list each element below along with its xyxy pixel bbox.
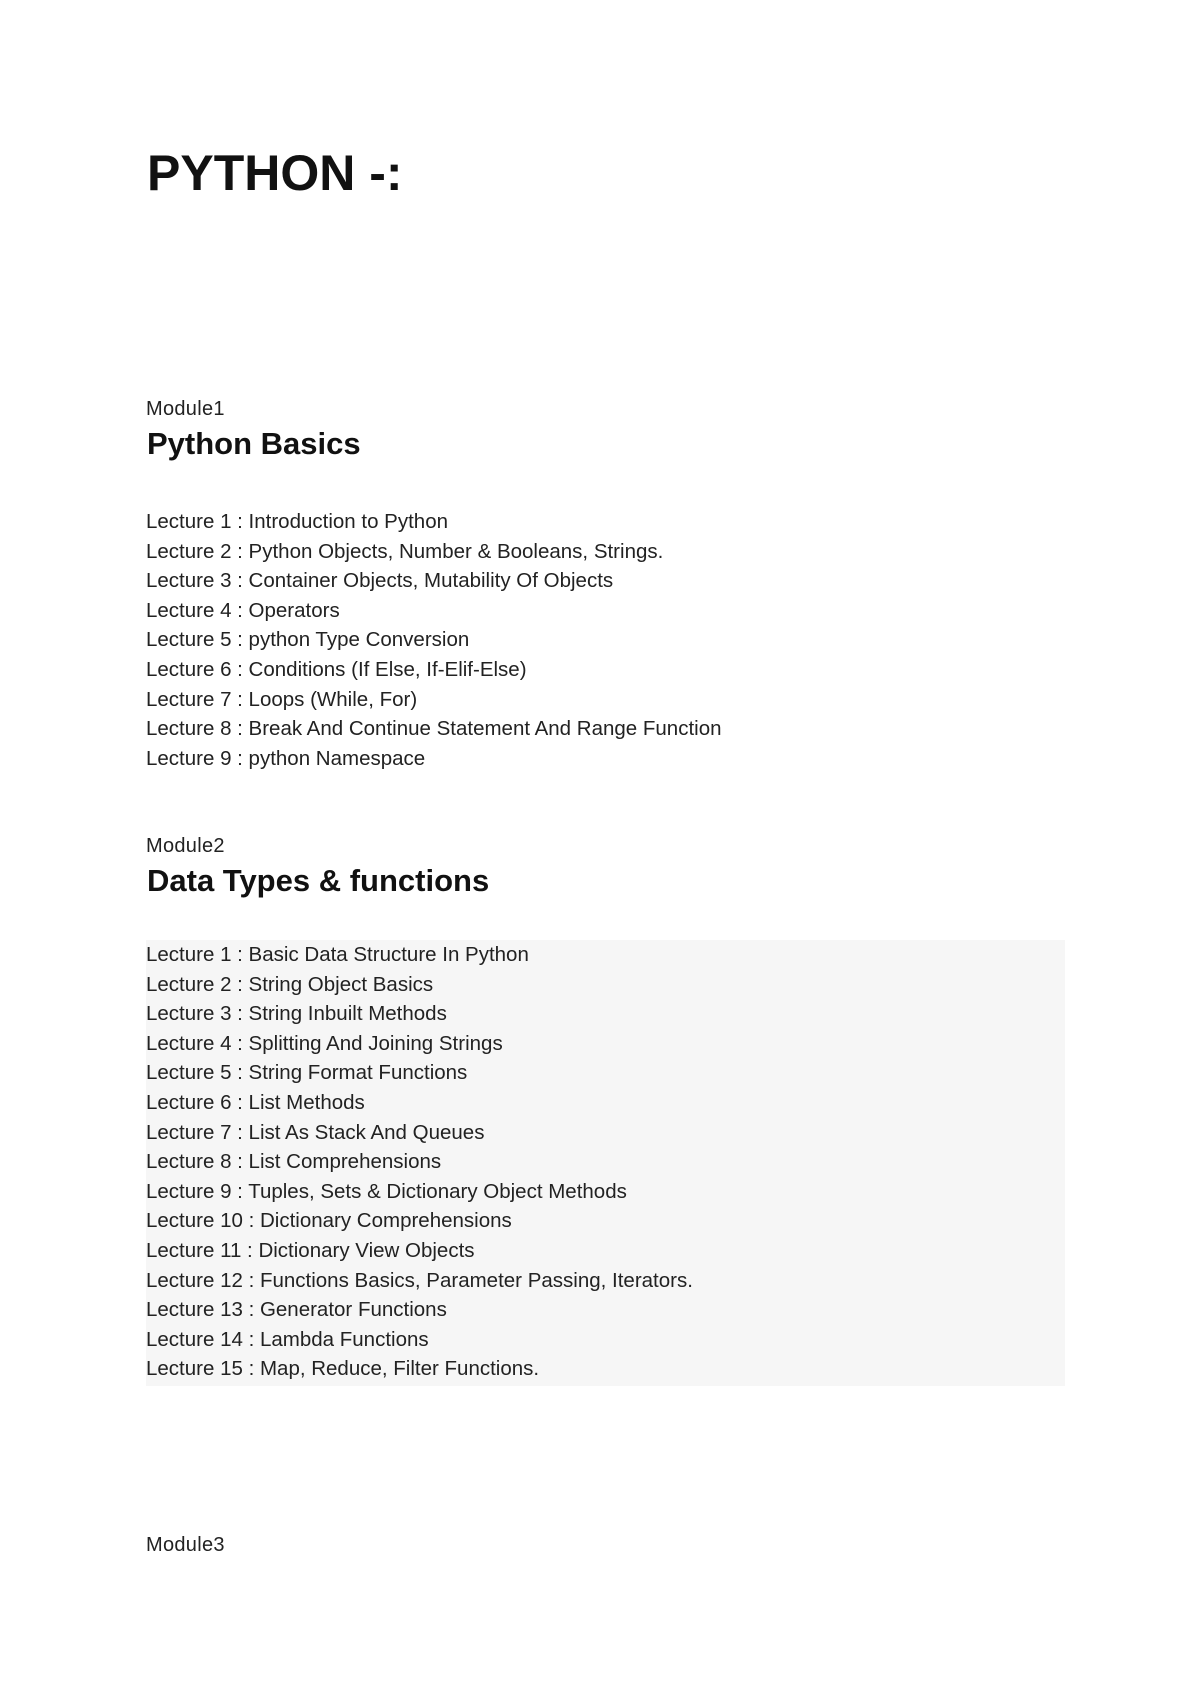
lecture-item: Lecture 3 : String Inbuilt Methods [146, 1002, 447, 1026]
lecture-item: Lecture 8 : List Comprehensions [146, 1150, 442, 1174]
module-1-heading: Python Basics [147, 426, 361, 461]
module-2-lecture-list [146, 940, 693, 1384]
lecture-item: Lecture 5 : String Format Functions [146, 1061, 468, 1085]
lecture-item: Lecture 6 : Conditions (If Else, If-Elif-Else) [146, 657, 527, 681]
lecture-item: Lecture 1 : Basic Data Structure In Python [146, 943, 529, 966]
lecture-item: Lecture 2 : String Object Basics [146, 972, 434, 996]
document-title: PYTHON -: [147, 145, 403, 201]
lecture-item: Lecture 14 : Lambda Functions [146, 1327, 429, 1351]
lecture-item: Lecture 2 : Python Objects, Number & Booleans, Strings. [146, 539, 664, 563]
lecture-item: Lecture 10 : Dictionary Comprehensions [146, 1209, 512, 1233]
lecture-item: Lecture 6 : List Methods [146, 1090, 365, 1114]
lecture-item: Lecture 4 : Splitting And Joining Strings [146, 1031, 503, 1055]
module-3-label: Module3 [146, 1534, 225, 1556]
module-2-heading: Data Types & functions [147, 863, 490, 898]
lecture-item: Lecture 12 : Functions Basics, Parameter Passing, Iterators. [146, 1268, 693, 1292]
lecture-item: Lecture 13 : Generator Functions [146, 1298, 447, 1322]
lecture-item: Lecture 4 : Operators [146, 598, 340, 622]
lecture-item: Lecture 1 : Introduction to Python [146, 510, 448, 533]
lecture-item: Lecture 7 : List As Stack And Queues [146, 1120, 485, 1144]
lecture-item: Lecture 9 : Tuples, Sets & Dictionary Object Methods [146, 1179, 627, 1203]
module-1-lecture-list [146, 507, 722, 773]
lecture-item: Lecture 9 : python Namespace [146, 746, 426, 770]
lecture-item: Lecture 15 : Map, Reduce, Filter Functions. [146, 1357, 540, 1381]
module-2-label: Module2 [146, 835, 225, 857]
lecture-item: Lecture 5 : python Type Conversion [146, 628, 470, 652]
lecture-item: Lecture 3 : Container Objects, Mutability Of Objects [146, 569, 614, 593]
lecture-item: Lecture 8 : Break And Continue Statement And Range Function [146, 717, 722, 741]
lecture-item: Lecture 7 : Loops (While, For) [146, 687, 418, 711]
module-1-label: Module1 [146, 398, 225, 420]
lecture-item: Lecture 11 : Dictionary View Objects [146, 1238, 475, 1262]
